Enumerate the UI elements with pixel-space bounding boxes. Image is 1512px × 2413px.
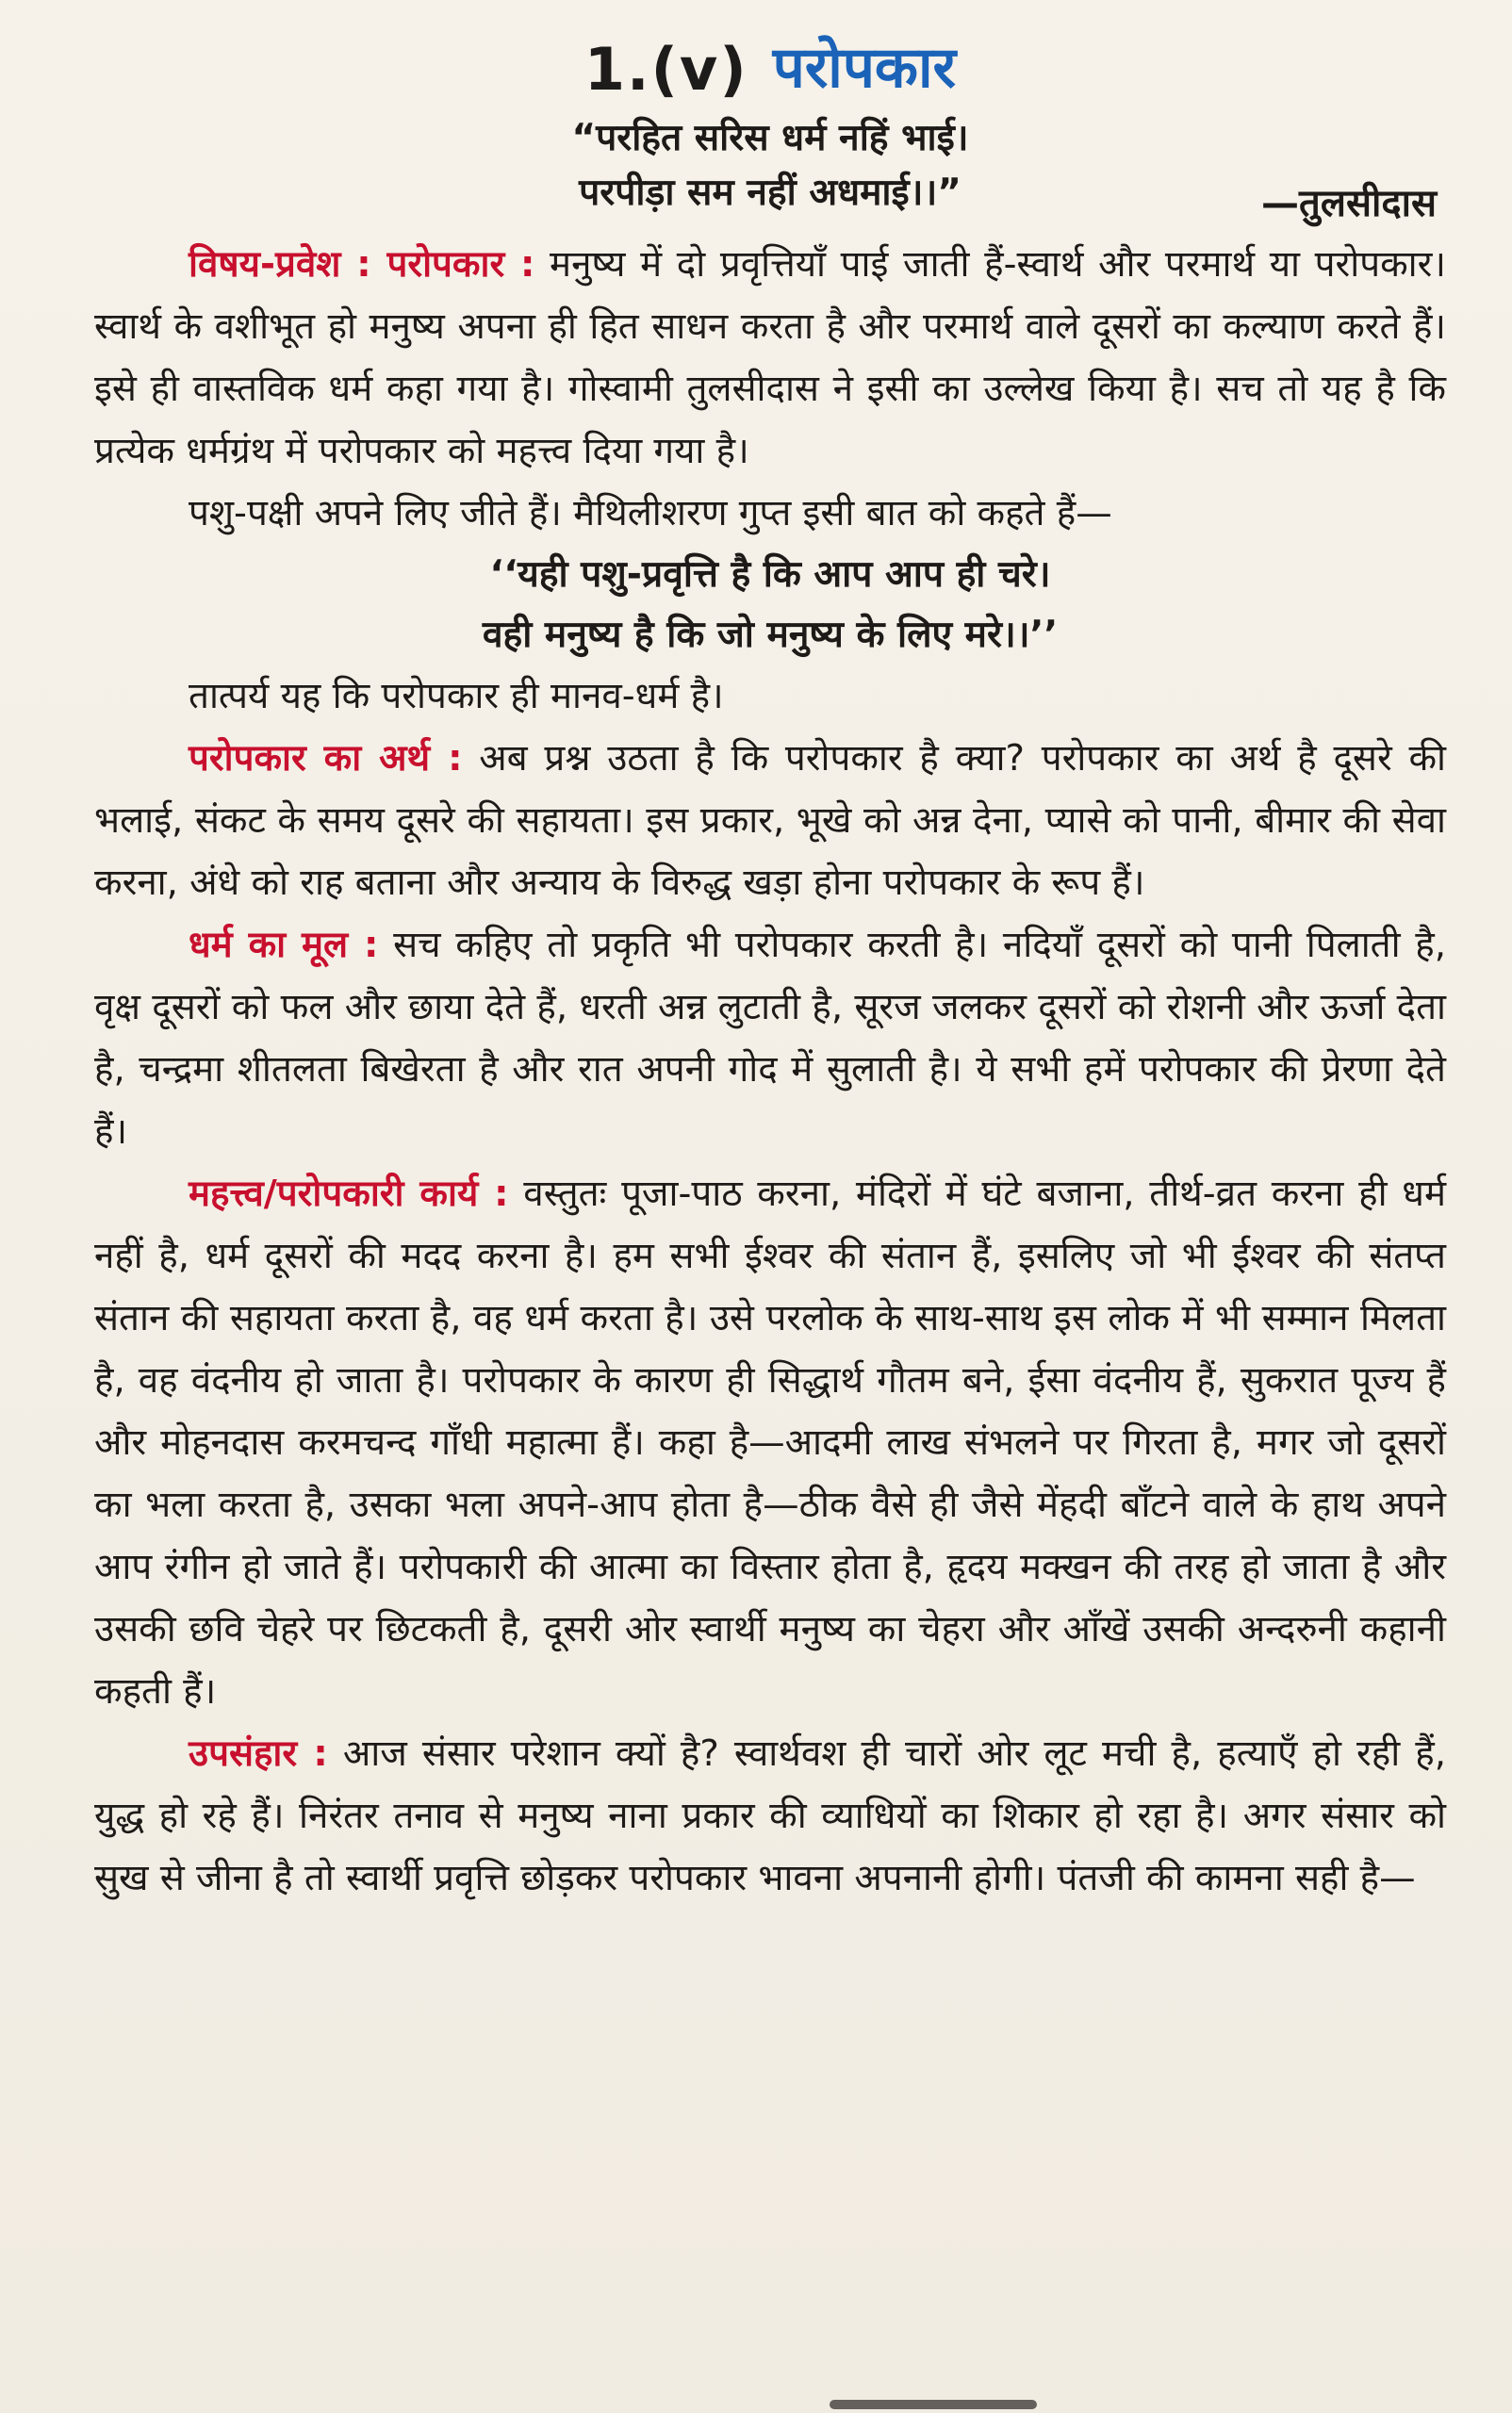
meaning-paragraph [94, 728, 1446, 914]
essay-number: 1.(v) [583, 35, 748, 104]
opening-couplet [94, 111, 1446, 221]
page-bottom-divider [830, 2400, 1037, 2409]
root-heading: धर्म का मूल : [189, 924, 379, 966]
importance-paragraph [94, 1163, 1446, 1723]
conclusion-line: तात्पर्य यह कि परोपकार ही मानव-धर्म है। [189, 675, 724, 717]
epilogue-heading: उपसंहार : [189, 1732, 328, 1775]
epilogue-paragraph [94, 1723, 1446, 1910]
importance-text: वस्तुतः पूजा-पाठ करना, मंदिरों में घंटे बजाना, तीर्थ-व्रत करना ही धर्म नहीं है, धर्म दूसरों की मदद करना है। हम सभी ईश्वर की संतान हैं, इसलिए जो भी ईश्वर की संतप्त संतान की सहायता करता है, वह धर्म करता है। उसे परलोक के साथ-साथ इस लोक में भी सम्मान मिलता है, वह वंदनीय हो जाता है। परोपकार के कारण ही सिद्धार्थ गौतम बने, ईसा वंदनीय हैं, सुकरात पूज्य हैं और मोहनदास करमचन्द गाँधी महात्मा हैं। कहा है—आदमी लाख संभलने पर गिरता है, मगर जो दूसरों का भला करता है, उसका भला अपने-आप होता है—ठीक वैसे ही जैसे मेंहदी बाँटने वाले के हाथ अपने आप रंगीन हो जाते हैं। परोपकारी की आत्मा का विस्तार होता है, हृदय मक्खन की तरह हो जाता है और उसकी छवि चेहरे पर छिटकती है, दूसरी ओर स्वार्थी मनुष्य का चेहरा और आँखें उसकी अन्दरुनी कहानी कहती हैं। [94, 1173, 1446, 1713]
intro-text: मनुष्य में दो प्रवृत्तियाँ पाई जाती हैं-स्वार्थ और परमार्थ या परोपकार। स्वार्थ के वशीभूत हो मनुष्य अपना ही हित साधन करता है और परमार्थ वाले दूसरों का कल्याण करते हैं। इसे ही वास्तविक धर्म कहा गया है। गोस्वामी तुलसीदास ने इसी का उल्लेख किया है। सच तो यह है कि प्रत्येक धर्मग्रंथ में परोपकार को महत्त्व दिया गया है। [94, 243, 1446, 472]
epilogue-text: आज संसार परेशान क्यों है? स्वार्थवश ही चारों ओर लूट मची है, हत्याएँ हो रही हैं, युद्ध हो रहे हैं। निरंतर तनाव से मनुष्य नाना प्रकार की व्याधियों का शिकार हो रहा है। अगर संसार को सुख से जीना है तो स्वार्थी प्रवृत्ति छोड़कर परोपकार भावना अपनानी होगी। पंतजी की कामना सही है— [94, 1732, 1446, 1899]
gupt-quote [94, 545, 1446, 665]
couplet-attribution: —तुलसीदास [1261, 182, 1437, 225]
importance-heading: महत्त्व/परोपकारी कार्य : [189, 1173, 509, 1215]
intro-paragraph [94, 234, 1446, 483]
essay-title-text: परोपकार [772, 35, 957, 101]
quote-line-1: ‘‘यही पशु-प्रवृत्ति है कि आप आप ही चरे। [489, 553, 1051, 596]
root-text: सच कहिए तो प्रकृति भी परोपकार करती है। नदियाँ दूसरों को पानी पिलाती है, वृक्ष दूसरों को फल और छाया देते हैं, धरती अन्न लुटाती है, सूरज जलकर दूसरों को रोशनी और ऊर्जा देता है, चन्द्रमा शीतलता बिखेरता है और रात अपनी गोद में सुलाती है। ये सभी हमें परोपकार की प्रेरणा देते हैं। [94, 924, 1446, 1153]
intro-heading: विषय-प्रवेश : परोपकार : [189, 243, 535, 286]
quote-line-2: वही मनुष्य है कि जो मनुष्य के लिए मरे।।’’ [482, 614, 1059, 656]
couplet-line-1: “परहित सरिस धर्म नहिं भाई। [571, 117, 969, 159]
meaning-text: अब प्रश्न उठता है कि परोपकार है क्या? परोपकार का अर्थ है दूसरे की भलाई, संकट के समय दूसरे की सहायता। इस प्रकार, भूखे को अन्न देना, प्यासे को पानी, बीमार की सेवा करना, अंधे को राह बताना और अन्याय के विरुद्ध खड़ा होना परोपकार के रूप हैं। [94, 737, 1446, 904]
meaning-heading: परोपकार का अर्थ : [189, 737, 463, 780]
essay-title [94, 0, 1446, 104]
intro-paragraph-2: पशु-पक्षी अपने लिए जीते हैं। मैथिलीशरण गुप्त इसी बात को कहते हैं— [189, 492, 1112, 534]
couplet-line-2: परपीड़ा सम नहीं अधमाई।।” [579, 172, 961, 214]
root-paragraph [94, 914, 1446, 1163]
